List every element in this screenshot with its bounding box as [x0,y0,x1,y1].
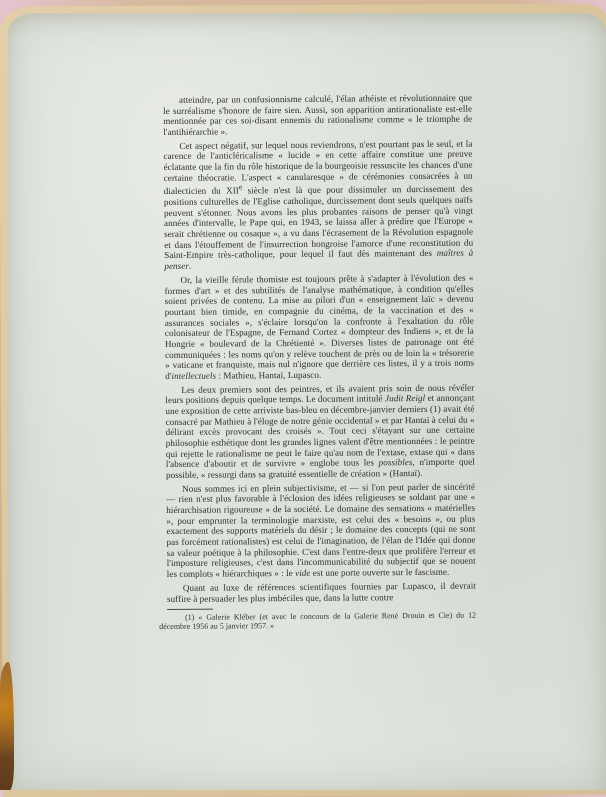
paragraph: atteindre, par un confusionnisme calculé, l'élan athéiste et révolutionnaire que le surréalisme s'honore de faire sien. Aussi, son apparition antirationaliste est-elle mentionnée par ces soi-disant ennemis du rationalisme comme « le triomphe de l'antihiérarchie ». [163,92,473,137]
photo-bottom-left-torn-edge [0,662,14,790]
body-text [159,92,477,632]
paragraph: Nous sommes ici en plein subjectivisme, et — si l'on peut parler de sincérité — rien n'est plus favorable à l'éclosion des idées religieuses se soldant par une « hiérarchisation rigoureuse » de la société. Le domaine des sensations « matérielles », pour emprunter la terminologie marxiste, est celui des « besoins », ou plus exactement des supports matériels du désir ; le domaine des concepts (qui ne sont pas forcément rationalistes) est celui de l'imagination, de l'élan de l'Idée qui donne sa valeur poétique à la philosophie. C'est dans l'entre-deux que prolifère l'erreur et l'imposture religieuses, c'est dans l'incommunicabilité du subjectif que se nouent les complots « hiérarchiques » : le vide est une porte ouverte sur le fascisme. [166,481,476,579]
footnote-text: « Galerie Kléber (et avec le concours de la Galerie René Drouin et Cie) du 12 décembre 1956 au 5 janvier 1957. » [159,610,477,632]
paragraph: Quant au luxe de références scientifiques fournies par Lupasco, il devrait suffire à persuader les plus imbéciles que, dans la lutte contre [166,580,476,604]
footnote-rule [167,609,213,610]
footnote [159,611,476,632]
paragraph: Cet aspect négatif, sur lequel nous reviendrons, n'est pourtant pas le seul, et la carence de l'anticléricalisme « lucide » en cette affaire constitue une preuve éclatante que la fin du rôle historique de la bourgeoisie ressuscite les chances d'une certaine théocratie. L'aspect « canularesque » de cérémonies consacrées à un dialecticien du XIIe siècle n'est là que pour dissimuler un durcissement des positions culturelles de l'Eglise catholique, durcissement dont seuls quelques naïfs peuvent s'étonner. Nous avons les plus probantes raisons de penser qu'à vingt années d'intervalle, le Pape qui, en 1943, se laissa aller à prédire que l'Europe « serait chrétienne ou cosaque », a vu dans l'écrasement de la Révolution espagnole et dans l'étouffement de l'insurrection hongroise l'amorce d'une reconstitution du Saint-Empire très-catholique, pour lequel il faut dès maintenant des maîtres à penser. [163,138,474,272]
paragraph: Or, la vieille férule thomiste est toujours prête à s'adapter à l'évolution des « formes d'art » et des subtilités de l'analyse mathématique, à condition qu'elles soient privées de contenu. La mise au pilori d'un « enseignement laïc » devenu pourtant bien timide, en compagnie du cinéma, de la vaccination et des « assurances sociales », s'éclaire lorsqu'on la confronte à l'exaltation du rôle colonisateur de l'Espagne, de Fernand Cortez « dompteur des Indiens », et de la Hongrie « boulevard de la Chrétienté ». Diverses listes de patronage ont été communiquées : les noms qu'on y relève touchent de près ou de loin la « trésorerie » vaticane et franquiste, mais nul n'ignore que derrière ces listes, il y a trois noms d'intellectuels : Mathieu, Hantaï, Lupasco. [164,272,475,381]
paragraph: Les deux premiers sont des peintres, et ils avaient pris soin de nous révéler leurs positions depuis quelque temps. Le document intitulé Judit Reigl et annonçant une exposition de cette arriviste bas-bleu en décembre-janvier derniers (1) avait été consacré par Mathieu à l'éloge de notre génie occidental » et par Hantaï à celui du « délirant excès provocant des croisés ». Tout ceci s'étayant sur une certaine philosophie esthétique dont les grandes lignes valent d'être mentionnées : le peintre qui rejette le rationalisme ne peut le faire qu'au nom de l'extase, extase qui « dans l'absence d'aboutir et de survivre » englobe tous les possibles, n'importe quel possible, « ressurgi dans sa gratuité essentielle de création » (Hantaï). [165,382,475,480]
footnote-marker: (1) [185,612,195,622]
